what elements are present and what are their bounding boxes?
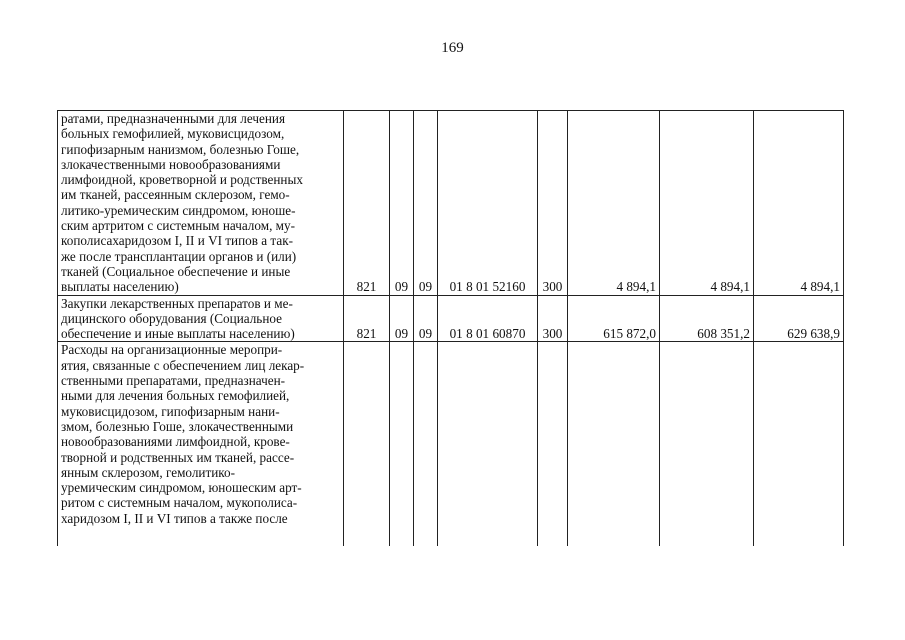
amount-1: 4 894,1 — [568, 111, 660, 296]
table-row — [58, 342, 844, 547]
description-line: выплаты населению) — [61, 279, 179, 295]
description-line: литико-уремическим синдромом, юноше- — [61, 202, 296, 218]
description-line: змом, болезнью Гоше, злокачественными — [61, 418, 294, 434]
description-line: ственными препаратами, предназначен- — [61, 373, 286, 389]
amount-2: 608 351,2 — [660, 295, 754, 342]
description-line: лимфоидной, кроветворной и родственных — [61, 172, 303, 188]
description-line: дицинского оборудования (Социальное — [61, 310, 282, 326]
description-line: кополисахаридозом I, II и VI типов а так- — [61, 233, 294, 249]
description-line: ратами, предназначенными для лечения — [61, 111, 286, 126]
ministry-code: 821 — [344, 295, 390, 342]
ministry-code: 821 — [344, 111, 390, 296]
expense-type-code — [538, 342, 568, 547]
amount-2: 4 894,1 — [660, 111, 754, 296]
amount-3: 629 638,9 — [754, 295, 844, 342]
amount-3 — [754, 342, 844, 547]
description-line: янным склерозом, гемолитико- — [61, 464, 236, 480]
description-line: им тканей, рассеянным склерозом, гемо- — [61, 187, 290, 203]
expense-type-code: 300 — [538, 111, 568, 296]
description-line: творной и родственных им тканей, рассе- — [61, 449, 295, 465]
page-number: 169 — [441, 40, 464, 56]
row-description — [58, 111, 344, 296]
description-line: гипофизарным нанизмом, болезнью Гоше, — [61, 141, 300, 157]
description-line: Закупки лекарственных препаратов и ме- — [61, 295, 293, 311]
description-line: же после трансплантации органов и (или) — [61, 248, 297, 264]
description-line: ским артритом с системным началом, му- — [61, 218, 295, 234]
table-row — [58, 295, 844, 342]
subsection-code — [414, 342, 438, 547]
description-line: злокачественными новообразованиями — [61, 156, 281, 172]
amount-3: 4 894,1 — [754, 111, 844, 296]
target-article-code: 01 8 01 60870 — [438, 295, 538, 342]
description-line: обеспечение и иные выплаты населению) — [61, 326, 295, 342]
description-line: ритом с системным началом, мукополиса- — [61, 495, 298, 511]
amount-1: 615 872,0 — [568, 295, 660, 342]
table-row — [58, 111, 844, 296]
target-article-code — [438, 342, 538, 547]
description-line: новообразованиями лимфоидной, крове- — [61, 434, 290, 450]
subsection-code: 09 — [414, 111, 438, 296]
amount-1 — [568, 342, 660, 547]
section-code: 09 — [390, 111, 414, 296]
row-description — [58, 295, 344, 342]
description-line: Расходы на организационные меропри- — [61, 342, 283, 358]
amount-2 — [660, 342, 754, 547]
section-code: 09 — [390, 295, 414, 342]
description-line: харидозом I, II и VI типов а также после — [61, 510, 288, 526]
ministry-code — [344, 342, 390, 547]
row-description — [58, 342, 344, 547]
description-line: больных гемофилией, муковисцидозом, — [61, 126, 285, 142]
description-line: ятия, связанные с обеспечением лиц лекар- — [61, 357, 305, 373]
section-code — [390, 342, 414, 547]
description-line: уремическим синдромом, юношеским арт- — [61, 480, 302, 496]
description-line: тканей (Социальное обеспечение и иные — [61, 263, 291, 279]
expense-type-code: 300 — [538, 295, 568, 342]
budget-table — [57, 110, 844, 546]
subsection-code: 09 — [414, 295, 438, 342]
description-line: муковисцидозом, гипофизарным нани- — [61, 403, 280, 419]
description-line: ными для лечения больных гемофилией, — [61, 388, 290, 404]
target-article-code: 01 8 01 52160 — [438, 111, 538, 296]
